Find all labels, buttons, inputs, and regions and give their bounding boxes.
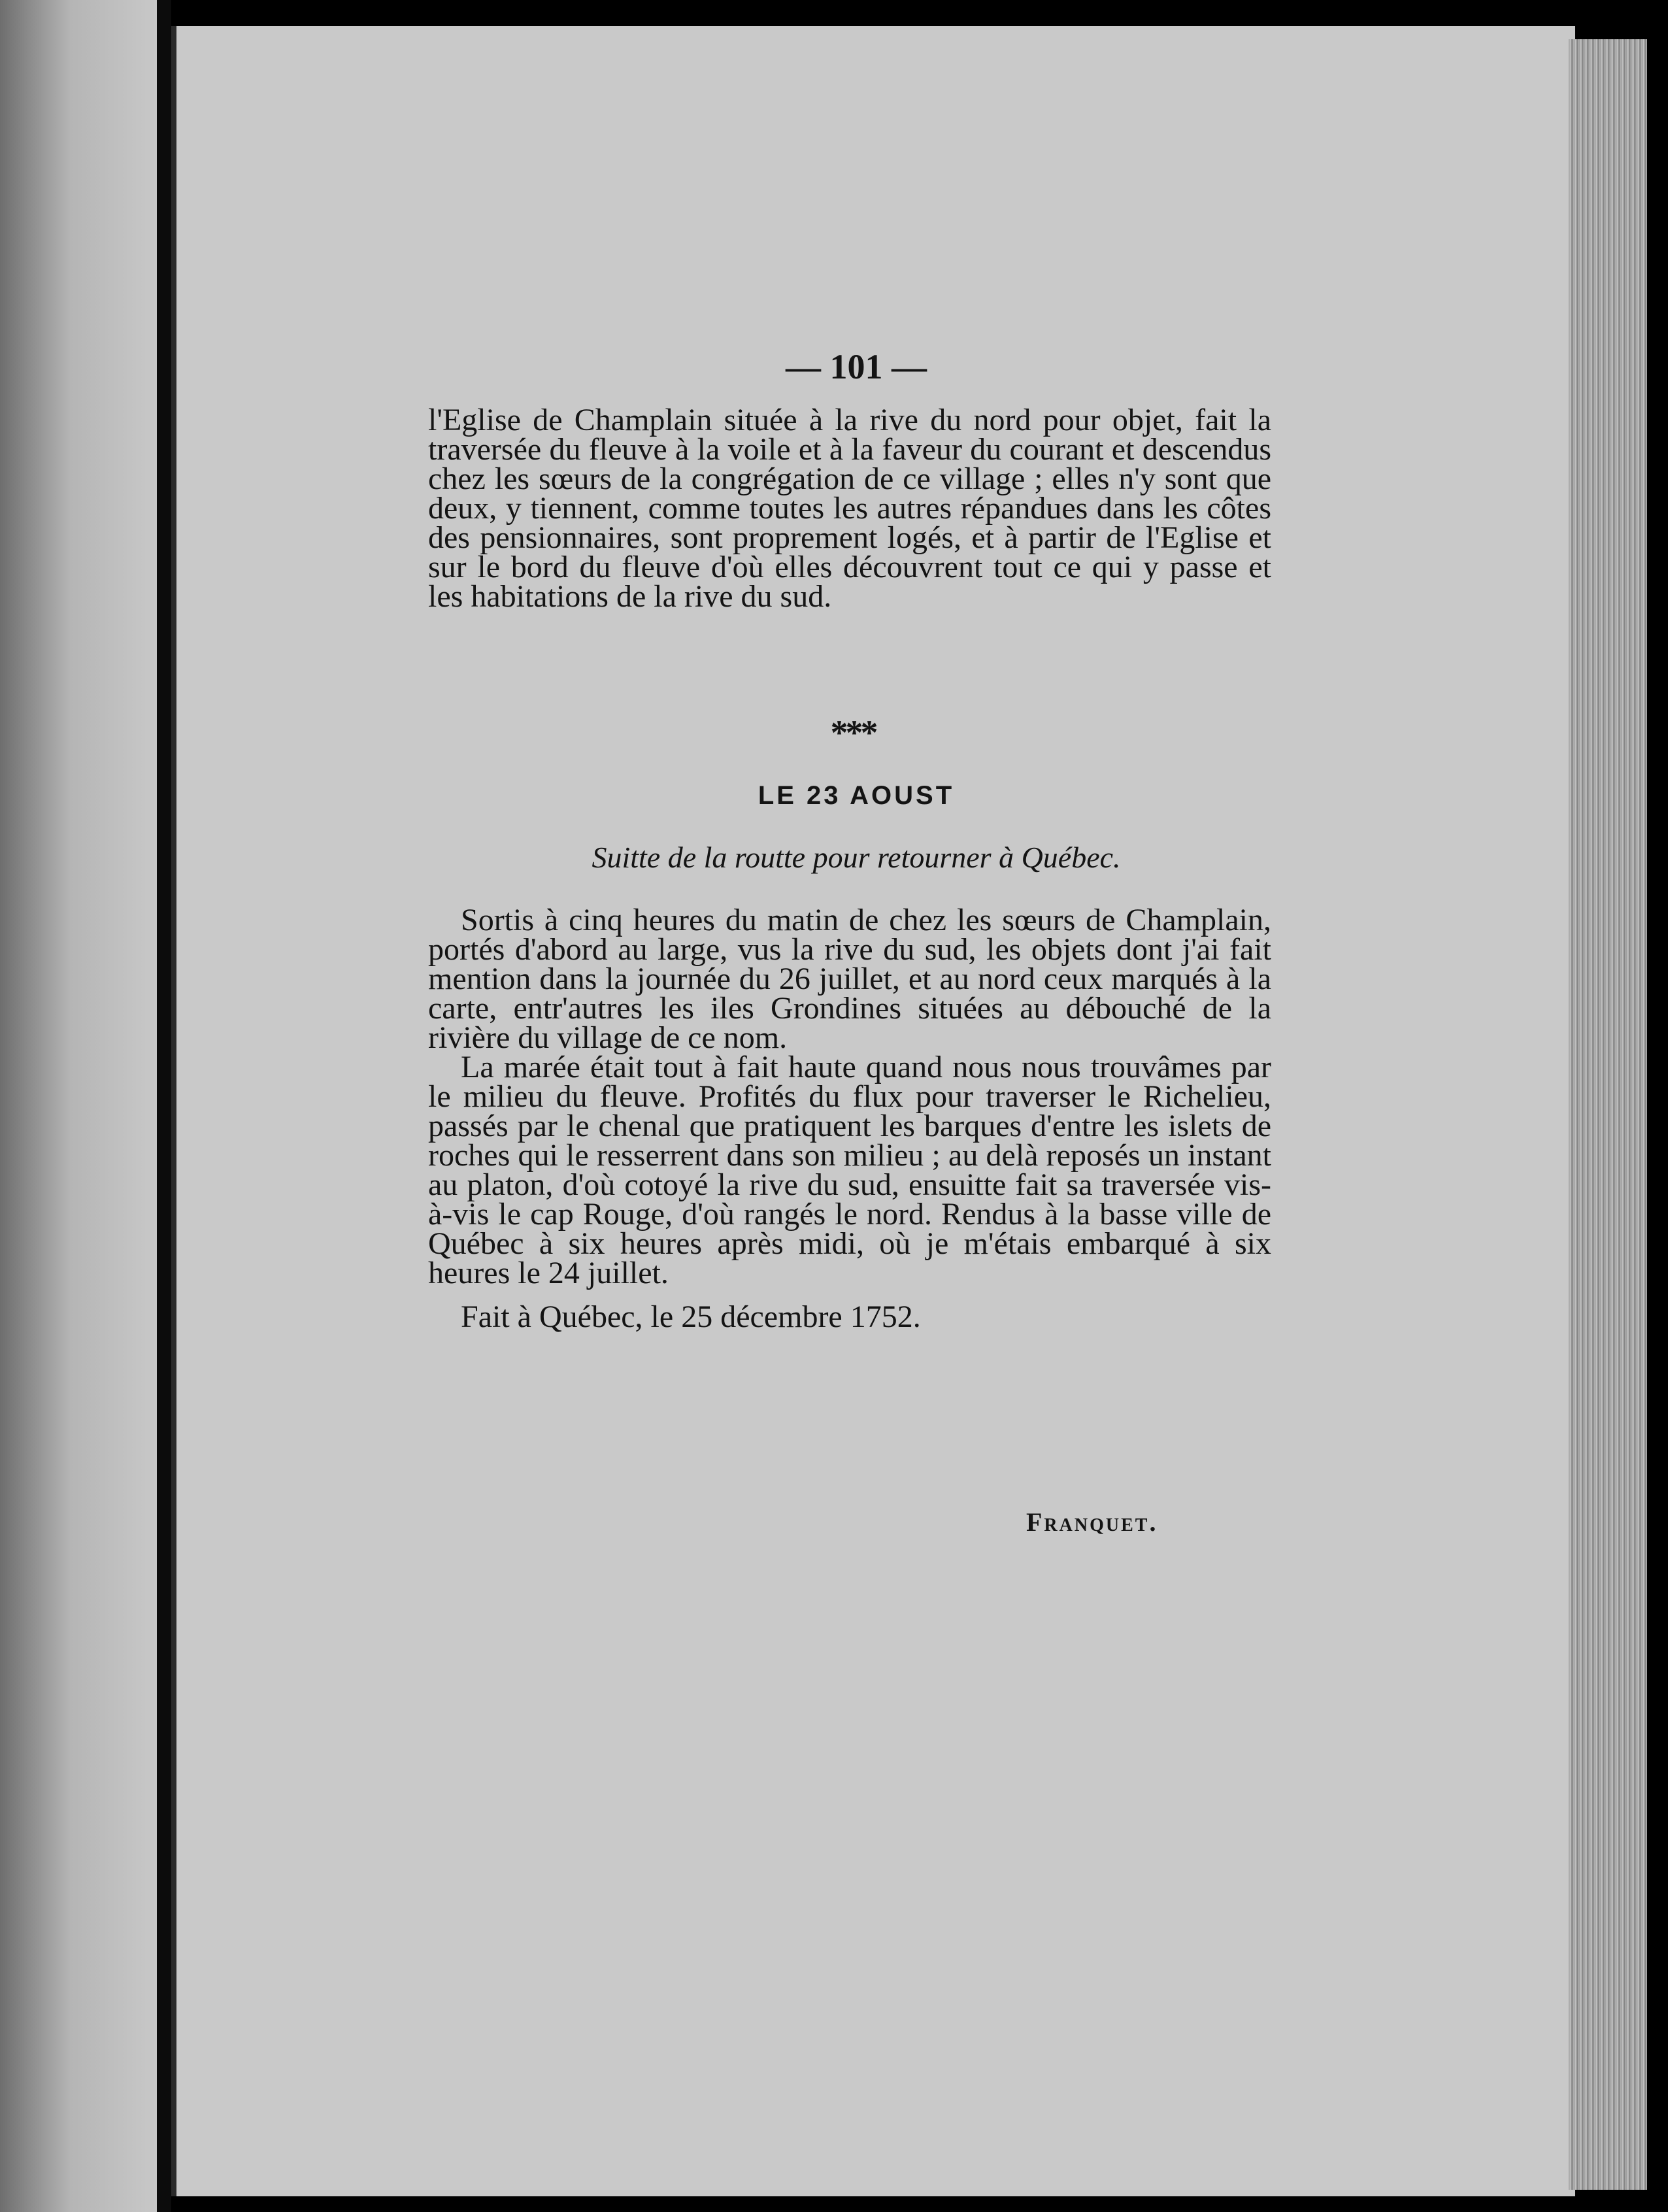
page-stack-edge <box>1569 39 1647 2190</box>
left-facing-page <box>0 0 157 2212</box>
section-title: LE 23 AOUST <box>758 781 955 810</box>
section-subtitle: Suitte de la routte pour retourner à Québec. <box>592 841 1121 874</box>
book-gutter <box>157 0 171 2212</box>
opening-paragraph: l'Eglise de Champlain située à la rive du nord pour objet, fait la traversée du fleuve à la voile et à la faveur du courant et descendus chez les sœurs de la congrégation de ce village ; elles n'y sont que deux, y tiennent, comme toutes les autres répandues dans les côtes des pensionnaires, sont proprement logés, et à partir de l'Eglise et sur le bord du fleuve d'où elles découvrent tout ce qui y passe et les habitations de la rive du sud. <box>428 403 1271 614</box>
signature: Franquet. <box>1026 1507 1158 1537</box>
closing-line: Fait à Québec, le 25 décembre 1752. <box>461 1299 921 1334</box>
page-number: — 101 — <box>786 347 927 386</box>
paragraph-1: Sortis à cinq heures du matin de chez les sœurs de Champlain, portés d'abord au large, vus la rive du sud, les objets dont j'ai fait mention dans la journée du 26 juillet, et au nord ceux marqués à la carte, entr'autres les iles Grondines situées au débouché de la rivière du village de ce nom. <box>428 903 1271 1055</box>
paragraph-2: La marée était tout à fait haute quand nous nous trouvâmes par le milieu du fleuve. Profités du flux pour traverser le Richelieu, passés par le chenal que pratiquent les barques d'entre les islets de roches qui le resserrent dans son milieu ; au delà reposés un instant au platon, d'où cotoyé la rive du sud, ensuitte fait sa traversée vis-à-vis le cap Rouge, d'où rangés le nord. Rendus à la basse ville de Québec à six heures après midi, où je m'étais embarqué à six heures le 24 juillet. <box>428 1050 1271 1290</box>
section-separator: *** <box>830 713 876 752</box>
main-text <box>428 403 1271 614</box>
section-body <box>428 905 1271 1332</box>
